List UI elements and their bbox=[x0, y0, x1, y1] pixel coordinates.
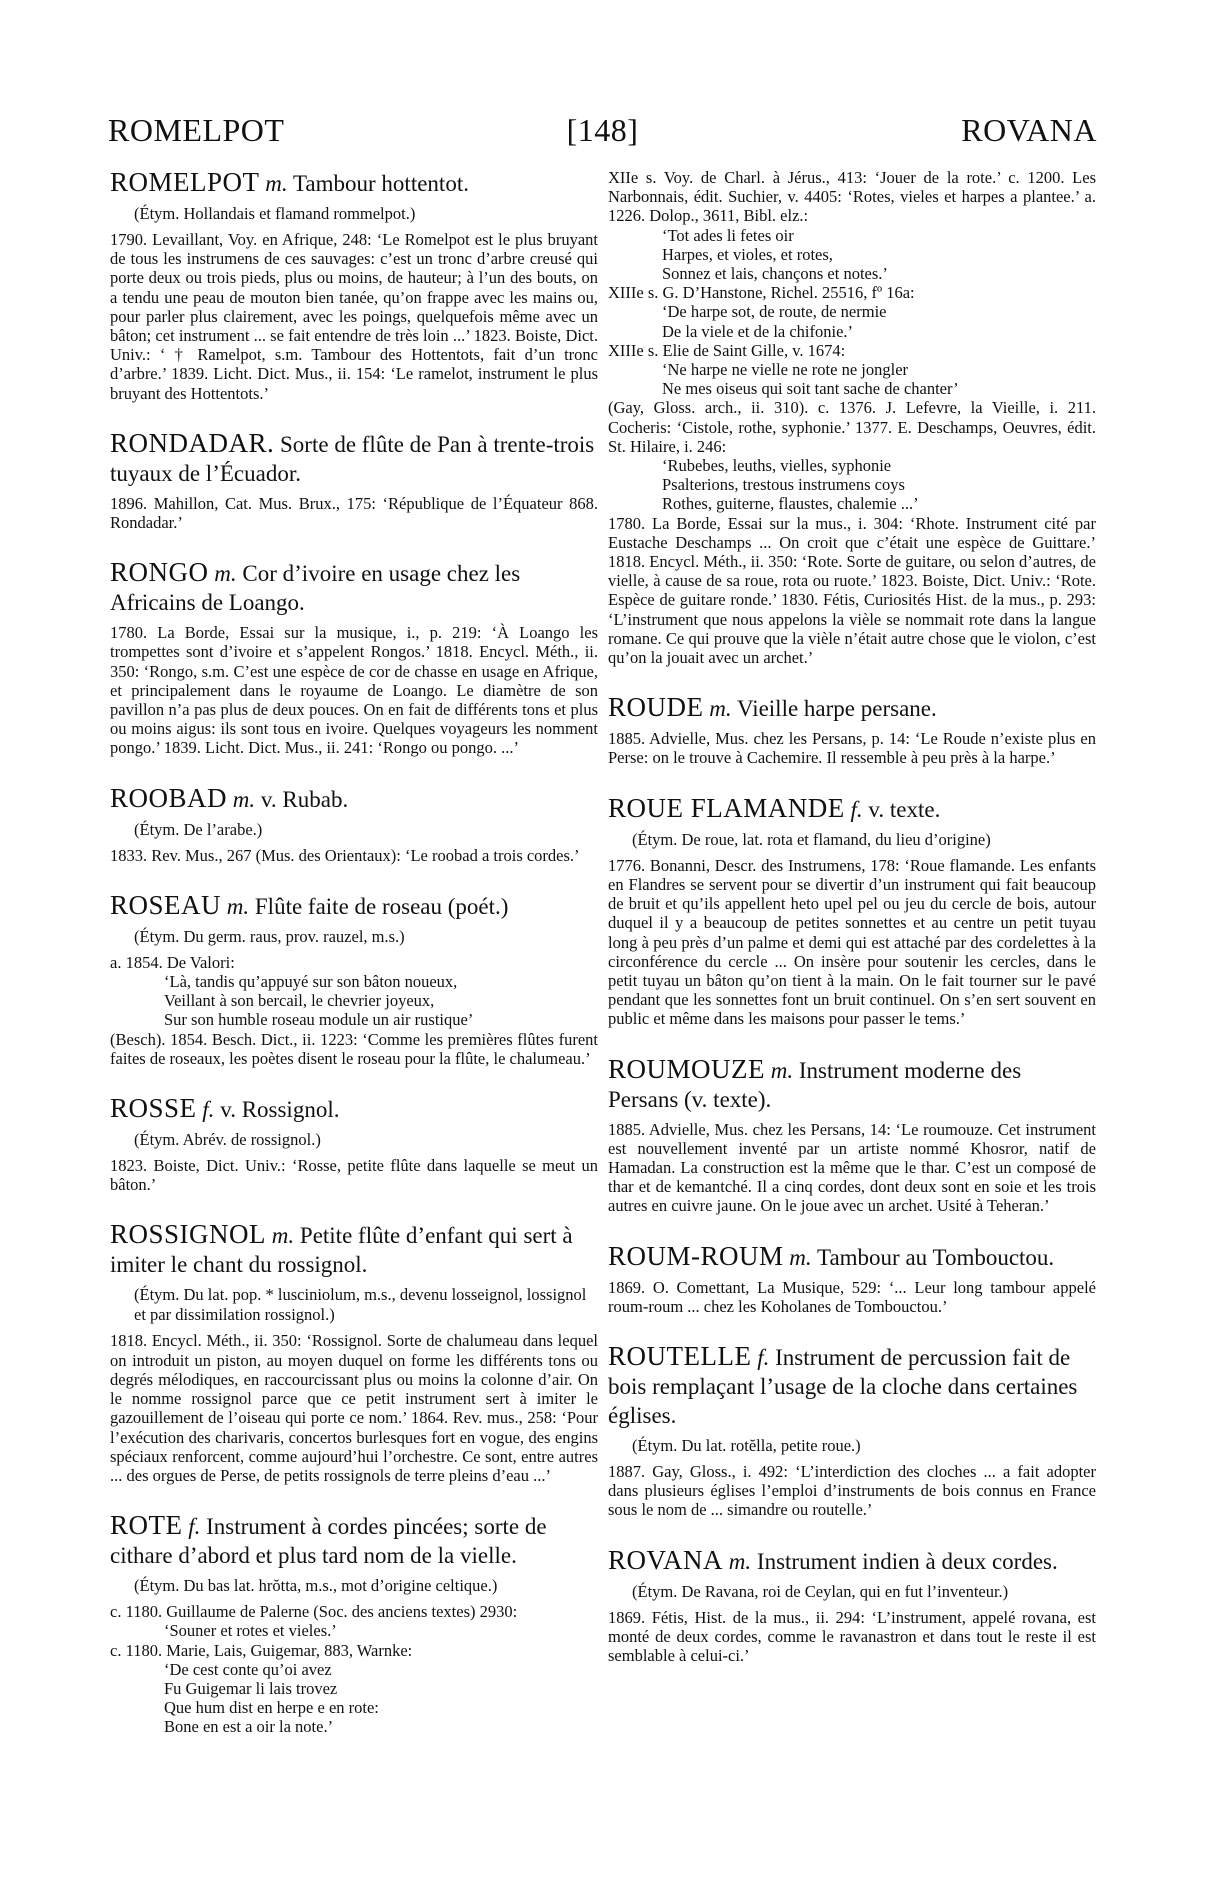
headword: ROSEAU bbox=[110, 889, 222, 920]
definition: Tambour au Tombouctou. bbox=[817, 1244, 1055, 1270]
headword: ROSSE bbox=[110, 1093, 197, 1124]
gender: f. bbox=[188, 1514, 201, 1540]
entry-roue-flamande bbox=[608, 794, 1096, 1029]
definition: v. Rossignol. bbox=[220, 1097, 340, 1123]
verse-line: Sur son humble roseau module un air rustique’ bbox=[164, 1010, 474, 1030]
citations: 1780. La Borde, Essai sur la musique, i., p. 219: ‘À Loango les trompettes sont d’ivoire et s’appelent Rongos.’ 1818. Encycl. Méth., ii. 350: ‘Rongo, s.m. C’est une espèce de cor de chasse en usage en Afrique, et principalement dans le royaume de Loango. Le diamètre de son pavillon n’a pas plus de deux pouces. On en fait de différents tons et plus ou moins aigus: ils sont tous en ivoire. Quelques voyageurs les nomment pongo.’ 1839. Licht. Dict. Mus., ii. 241: ‘Rongo ou pongo. ...’ bbox=[110, 623, 598, 758]
entry-roobad bbox=[110, 784, 598, 865]
entry-rondadar bbox=[110, 429, 598, 532]
entry-rossignol bbox=[110, 1220, 598, 1485]
gender: m. bbox=[770, 1057, 794, 1083]
headword: ROVANA bbox=[608, 1544, 724, 1575]
gender: m. bbox=[728, 1548, 752, 1574]
verse-line: Veillant à son bercail, le chevrier joyeux, bbox=[164, 991, 435, 1011]
etymology: (Étym. Du germ. raus, prov. rauzel, m.s.) bbox=[134, 926, 405, 946]
citation-intro: c. 1180. Marie, Lais, Guigemar, 883, Warnke: bbox=[110, 1640, 413, 1660]
entry-rosse bbox=[110, 1094, 598, 1194]
entry-rote-continued bbox=[608, 168, 1096, 667]
verse-line: ‘De harpe sot, de route, de nermie bbox=[662, 302, 887, 322]
entry-rovana bbox=[608, 1546, 1096, 1666]
verse-line: ‘Rubebes, leuths, vielles, syphonie bbox=[662, 456, 892, 476]
entry-rongo bbox=[110, 558, 598, 757]
gender: m. bbox=[232, 786, 256, 812]
verse-line: ‘Là, tandis qu’appuyé sur son bâton noueux, bbox=[164, 972, 458, 992]
verse-line: De la viele et de la chifonie.’ bbox=[662, 321, 854, 341]
citations: 1833. Rev. Mus., 267 (Mus. des Orientaux): ‘Le roobad a trois cordes.’ bbox=[110, 845, 580, 865]
verse-line: Bone en est a oir la note.’ bbox=[164, 1717, 334, 1737]
definition: Sorte de flûte de Pan à trente-trois tuyaux de l’Écuador. bbox=[110, 431, 595, 486]
definition: Tambour hottentot. bbox=[292, 171, 469, 196]
citations: 1885. Advielle, Mus. chez les Persans, 14: ‘Le roumouze. Cet instrument est nouvellement inventé par un artiste nommé Khosror, natif de Hamadan. La construction est la même que le thar. C’est un composé de thar et de kemantché. Il a cinq cordes, dont deux sont en soie et les trois autres en cuivre jaune. On le joue avec un archet. Usité à Teheran.’ bbox=[608, 1119, 1096, 1216]
entry-roum-roum bbox=[608, 1242, 1096, 1316]
etymology: (Étym. Hollandais et flamand rommelpot.) bbox=[134, 204, 416, 223]
verse-line: Ne mes oiseus qui soit tant sache de chanter’ bbox=[662, 379, 959, 399]
entry-roseau bbox=[110, 891, 598, 1068]
etymology: (Étym. De roue, lat. rota et flamand, du lieu d’origine) bbox=[632, 829, 991, 849]
citation-intro: XIIIe s. Elie de Saint Gille, v. 1674: bbox=[608, 340, 846, 360]
definition: Flûte faite de roseau (poét.) bbox=[254, 893, 509, 919]
headword: ROUE FLAMANDE bbox=[608, 792, 845, 823]
verse-line: Fu Guigemar li lais trovez bbox=[164, 1678, 338, 1698]
citations: 1896. Mahillon, Cat. Mus. Brux., 175: ‘République de l’Équateur 868. Rondadar.’ bbox=[110, 493, 598, 533]
definition: Petite flûte d’enfant qui sert à imiter le chant du rossignol. bbox=[110, 1223, 573, 1278]
gender: m. bbox=[271, 1223, 295, 1249]
headword: ROSSIGNOL bbox=[110, 1219, 267, 1250]
header-left-guideword: ROMELPOT bbox=[108, 112, 285, 148]
gender: m. bbox=[789, 1244, 812, 1270]
verse-line: Harpes, et violes, et rotes, bbox=[662, 244, 833, 264]
verse-line: ‘Souner et rotes et vieles.’ bbox=[164, 1621, 337, 1641]
gender: f. bbox=[757, 1344, 770, 1370]
definition: v. texte. bbox=[868, 796, 941, 822]
citations: 1869. Fétis, Hist. de la mus., ii. 294: ‘L’instrument, appelé rovana, est monté de deux cordes, comme le ravanastron et dans tout le reste il est semblable à celui-ci.’ bbox=[608, 1607, 1096, 1665]
citations: 1869. O. Comettant, La Musique, 529: ‘... Leur long tambour appelé roum-roum ... chez les Koholanes de Tombouctou.’ bbox=[608, 1277, 1096, 1316]
header-right-guideword: ROVANA bbox=[961, 112, 1097, 148]
entry-roumouze bbox=[608, 1055, 1096, 1216]
verse-line: Sonnez et lais, chançons et notes.’ bbox=[662, 264, 888, 284]
etymology: (Étym. Du bas lat. hrŏtta, m.s., mot d’origine celtique.) bbox=[134, 1576, 498, 1596]
citations: 1887. Gay, Gloss., i. 492: ‘L’interdiction des cloches ... a fait adopter dans plusieurs églises l’emploi d’instruments de bois connus en France sous le nom de ... simandre ou routelle.’ bbox=[608, 1461, 1096, 1520]
gender: m. bbox=[709, 696, 732, 722]
entry-rote bbox=[110, 1511, 598, 1736]
gender: m. bbox=[265, 171, 288, 196]
entry-roude bbox=[608, 693, 1096, 767]
citations: 1818. Encycl. Méth., ii. 350: ‘Rossignol. Sorte de chalumeau dans lequel on introduit un piston, au moyen duquel on forme les différents tons ou degrés mélodiques, en raccourcissant plus ou moins la colonne d’air. On le nomme rossignol parce que ce petit instrument sert à imiter le gazouillement de l’oiseau qui porte ce nom.’ 1864. Rev. mus., 258: ‘Pour l’exécution des charivaris, concertos burlesques fort en vogue, des engins spéciaux renforcent, comme aujourd’hui l’orchestre. Ce sont, entre autres ... des orgues de Perse, de petits rossignols de terre pleins d’eau ...’ bbox=[110, 1331, 598, 1485]
headword: ROUMOUZE bbox=[608, 1053, 765, 1084]
headword: ROTE bbox=[110, 1510, 183, 1541]
gender: f. bbox=[202, 1097, 215, 1123]
citations: 1790. Levaillant, Voy. en Afrique, 248: ‘Le Romelpot est le plus bruyant de tous les instrumens de ces sauvages: c’est un tronc d’arbre creusé qui porte deux ou trois pieds, plus ou moins, de hauteur; à l’un des bouts, on a tendu une peau de mouton bien tanée, qu’on frappe avec les mains ou, pour parler plus clairement, avec les poings, quelquefois même avec un bâton; cet instrument ... se fait entendre de très loin ...’ 1823. Boiste, Dict. Univ.: ‘ † Ramelpot, s.m. Tambour des Hottentots, fait d’un tronc d’arbre.’ 1839. Licht. Dict. Mus., ii. 154: ‘Le ramelot, instrument le plus bruyant des Hottentots.’ bbox=[110, 230, 598, 403]
entry-routelle bbox=[608, 1342, 1096, 1520]
entry-romelpot bbox=[110, 168, 598, 403]
definition: Instrument moderne des Persans (v. texte). bbox=[608, 1057, 1022, 1112]
verse-line: Psalterions, trestous instrumens coys bbox=[662, 475, 905, 495]
citations: XIIe s. Voy. de Charl. à Jérus., 413: ‘Jouer de la rote.’ c. 1200. Les Narbonnais, édit. Suchier, v. 4405: ‘Rotes, vieles et harpes a plantee.’ a. 1226. Dolop., 3611, Bibl. elz.: bbox=[608, 168, 1096, 226]
etymology: (Étym. De l’arabe.) bbox=[134, 819, 263, 839]
headword: ROUM-ROUM bbox=[608, 1240, 784, 1271]
headword: ROMELPOT bbox=[110, 167, 260, 197]
right-column bbox=[608, 168, 1096, 1691]
definition: Vieille harpe persane. bbox=[736, 696, 937, 722]
verse-line: Que hum dist en herpe e en rote: bbox=[164, 1698, 379, 1718]
citation-intro: c. 1180. Guillaume de Palerne (Soc. des anciens textes) 2930: bbox=[110, 1602, 518, 1622]
citations: 1823. Boiste, Dict. Univ.: ‘Rosse, petite flûte dans laquelle se meut un bâton.’ bbox=[110, 1156, 598, 1195]
running-header bbox=[108, 112, 1097, 160]
citation-intro: (Gay, Gloss. arch., ii. 310). c. 1376. J. Lefevre, la Vieille, i. 211. Cocheris: ‘Cistole, rothe, syphonie.’ 1377. E. Deschamps, Oeuvres, édit. St. Hilaire, i. 246: bbox=[608, 398, 1096, 456]
etymology: (Étym. De Ravana, roi de Ceylan, qui en fut l’inventeur.) bbox=[632, 1581, 1009, 1601]
definition: Instrument à cordes pincées; sorte de cithare d’abord et plus tard nom de la vielle. bbox=[110, 1514, 547, 1569]
verse-line: ‘De cest conte qu’oi avez bbox=[164, 1659, 332, 1679]
gender: m. bbox=[214, 561, 237, 587]
citations: 1780. La Borde, Essai sur la mus., i. 304: ‘Rhote. Instrument cité par Eustache Deschamps ... On croit que c’était une espèce de Guittare.’ 1818. Encycl. Méth., ii. 350: ‘Rote. Sorte de guitare, ou selon d’autres, de vielle, à cause de sa roue, rota ou ruote.’ 1823. Boiste, Dict. Univ.: ‘Rote. Espèce de guitare ronde.’ 1830. Fétis, Curiosités Hist. de la mus., p. 293: ‘L’instrument que nous appelons la vièle se nommait rote dans la langue romane. Ce qui prouve que la vièle n’était autre chose que le violon, c’est qu’on la jouait avec un archet.’ bbox=[608, 513, 1096, 668]
definition: Instrument indien à deux cordes. bbox=[756, 1548, 1058, 1574]
headword: ROUTELLE bbox=[608, 1340, 752, 1371]
verse-line: Rothes, guiterne, flaustes, chalemie ...’ bbox=[662, 494, 919, 514]
citations: 1776. Bonanni, Descr. des Instrumens, 178: ‘Roue flamande. Les enfants en Flandres se servent pour se divertir d’un instrument qui fait beaucoup de bruit et qu’ils appellent heto upel pel ou jeu du cercle de bois, autour duquel il y a beaucoup de petites sonnettes et au centre un petit tuyau long à peu près d’un palme et demi qui est attaché par des cordelettes à la circonférence du cercle ... On insère pour soutenir les cercles, dans le petit tuyau un bâton qu’on tient à la main. On le fait tourner sur le pavé pendant que les sonnettes font un bruit continuel. On s’en sert souvent en public et même dans les maisons pour passer le tems.’ bbox=[608, 855, 1096, 1029]
definition: Instrument de percussion fait de bois remplaçant l’usage de la cloche dans certaines églises. bbox=[608, 1344, 1078, 1428]
left-column bbox=[110, 168, 598, 1763]
gender: f. bbox=[850, 796, 863, 822]
etymology: (Étym. Abrév. de rossignol.) bbox=[134, 1130, 321, 1150]
etymology: (Étym. Du lat. pop. * lusciniolum, m.s., devenu losseignol, lossignol et par dissimilation rossignol.) bbox=[134, 1285, 587, 1325]
verse-line: ‘Tot ades li fetes oir bbox=[662, 225, 794, 245]
page-number: [148] bbox=[566, 112, 639, 148]
definition: v. Rubab. bbox=[260, 786, 349, 812]
citation-intro: XIIIe s. G. D’Hanstone, Richel. 25516, fº 16a: bbox=[608, 283, 915, 303]
citation-intro: a. 1854. De Valori: bbox=[110, 952, 235, 972]
gender: m. bbox=[226, 893, 250, 919]
citations: (Besch). 1854. Besch. Dict., ii. 1223: ‘Comme les premières flûtes furent faites de roseaux, les poètes disent le roseau pour la flûte, le chalumeau.’ bbox=[110, 1029, 598, 1068]
headword: ROOBAD bbox=[110, 782, 228, 813]
verse-line: ‘Ne harpe ne vielle ne rote ne jongler bbox=[662, 360, 909, 380]
headword: ROUDE bbox=[608, 692, 704, 723]
headword: RONGO bbox=[110, 557, 209, 588]
etymology: (Étym. Du lat. rotĕlla, petite roue.) bbox=[632, 1435, 861, 1455]
headword: RONDADAR. bbox=[110, 427, 275, 458]
definition: Cor d’ivoire en usage chez les Africains de Loango. bbox=[110, 561, 521, 616]
citations: 1885. Advielle, Mus. chez les Persans, p. 14: ‘Le Roude n’existe plus en Perse: on le trouve à Cachemire. Il ressemble à peu près à la harpe.’ bbox=[608, 729, 1096, 768]
